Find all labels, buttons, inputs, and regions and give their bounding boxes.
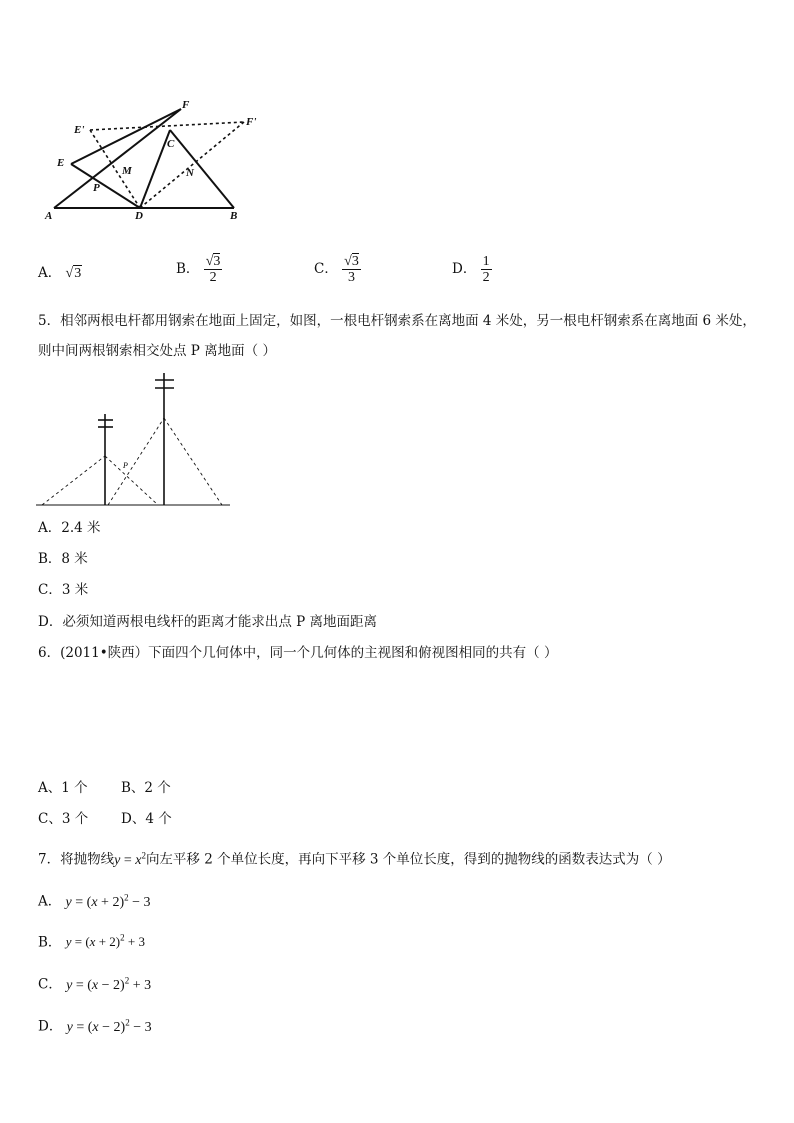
option-label: A． xyxy=(38,265,62,281)
segment-ef xyxy=(71,109,181,164)
point-label-a: A xyxy=(45,210,53,222)
point-label-c: C xyxy=(167,138,175,150)
q7-option-a[interactable] xyxy=(38,888,151,912)
option-label: D． xyxy=(38,1018,63,1035)
q4-option-b[interactable] xyxy=(176,254,222,285)
option-label: B． xyxy=(38,934,62,951)
radicand: 3 xyxy=(351,254,359,269)
point-label-m: M xyxy=(122,165,132,177)
radicand: 3 xyxy=(213,254,221,269)
q6-question: 6．(2011•陕西）下面四个几何体中，同一个几何体的主视图和俯视图相同的共有（ ） xyxy=(38,645,558,661)
option-label: D． xyxy=(452,261,477,277)
denominator: 2 xyxy=(209,270,217,285)
q7-option-c[interactable] xyxy=(38,971,151,995)
segment-e-prime-f-prime xyxy=(90,122,244,130)
option-label: A． xyxy=(38,893,62,910)
function-expression: $y = (x + 2)^2 - 3$ xyxy=(65,892,151,910)
q5-question-line2: 则中间两根钢索相交处点 P 离地面（ ） xyxy=(38,343,276,359)
fraction: $\frac{√3}{3}$ xyxy=(344,254,359,285)
sign: − xyxy=(101,977,110,993)
radicand: 3 xyxy=(74,266,82,281)
q5-option-d[interactable]: D．必须知道两根电线杆的距离才能求出点 P 离地面距离 xyxy=(38,614,377,630)
tall-pole-cable-left xyxy=(108,418,164,505)
function-expression: $y = (x - 2)^2 - 3$ xyxy=(66,1017,152,1035)
function-expression: $y = (x - 2)^2 + 3$ xyxy=(66,975,152,993)
utility-poles-figure xyxy=(36,370,232,510)
q6-option-b[interactable]: B、2 个 xyxy=(121,780,171,796)
sqrt-expression: √3 xyxy=(65,266,82,281)
point-label-n: N xyxy=(186,167,194,179)
segment-cb xyxy=(170,130,234,208)
numerator: 1 xyxy=(482,254,490,269)
denominator: 3 xyxy=(347,270,355,285)
constant: − 3 xyxy=(133,1019,152,1035)
sign: − xyxy=(102,1019,111,1035)
point-label-f: F xyxy=(182,99,190,111)
function-expression: $y = (x + 2)^2 + 3$ xyxy=(65,933,145,950)
q7-option-d[interactable] xyxy=(38,1013,152,1037)
geometry-figure-triangles xyxy=(38,96,278,226)
q5-option-b[interactable]: B．8 米 xyxy=(38,551,88,567)
option-label: C． xyxy=(38,976,62,993)
q6-option-c[interactable]: C、3 个 xyxy=(38,811,89,827)
constant: − 3 xyxy=(132,894,151,910)
q7-prefix: 7．将抛物线 xyxy=(38,851,115,868)
denominator: 2 xyxy=(482,270,490,285)
option-label: C． xyxy=(314,261,338,277)
constant: + 3 xyxy=(127,934,145,950)
q5-question-line1: 5．相邻两根电杆都用钢索在地面上固定，如图，一根电杆钢索系在离地面 4 米处，另一根电杆钢索系在离地面 6 米处， xyxy=(38,313,756,329)
tall-pole-cable-right xyxy=(164,418,222,505)
sign: + xyxy=(98,934,107,950)
point-label-e-prime: E' xyxy=(74,124,85,136)
point-label-d: D xyxy=(135,210,143,222)
q5-option-c[interactable]: C．3 米 xyxy=(38,582,89,598)
point-label-p: P xyxy=(123,461,128,470)
option-label: B． xyxy=(176,261,200,277)
q4-option-a[interactable] xyxy=(38,264,82,283)
fraction: $\frac{√3}{2}$ xyxy=(205,254,221,285)
q7-option-b[interactable] xyxy=(38,929,145,951)
constant: + 3 xyxy=(132,977,152,993)
point-label-b: B xyxy=(230,210,238,222)
q4-option-d[interactable] xyxy=(452,254,492,285)
point-label-f-prime: F' xyxy=(246,116,257,128)
q6-option-d[interactable]: D、4 个 xyxy=(121,811,172,827)
sign: + xyxy=(101,894,109,910)
q7-question xyxy=(38,846,671,870)
point-label-p: P xyxy=(93,182,100,194)
point-label-e: E xyxy=(57,157,65,169)
short-pole-cable-left xyxy=(42,456,105,505)
q6-option-a[interactable]: A、1 个 xyxy=(38,780,88,796)
fraction xyxy=(481,254,492,285)
q7-suffix: 向左平移 2 个单位长度，再向下平移 3 个单位长度，得到的抛物线的函数表达式为（ ） xyxy=(145,851,671,868)
q5-option-a[interactable]: A．2.4 米 xyxy=(38,520,101,536)
q4-option-c[interactable] xyxy=(314,254,361,285)
parabola-expression: $y = x^2$ xyxy=(114,850,146,868)
